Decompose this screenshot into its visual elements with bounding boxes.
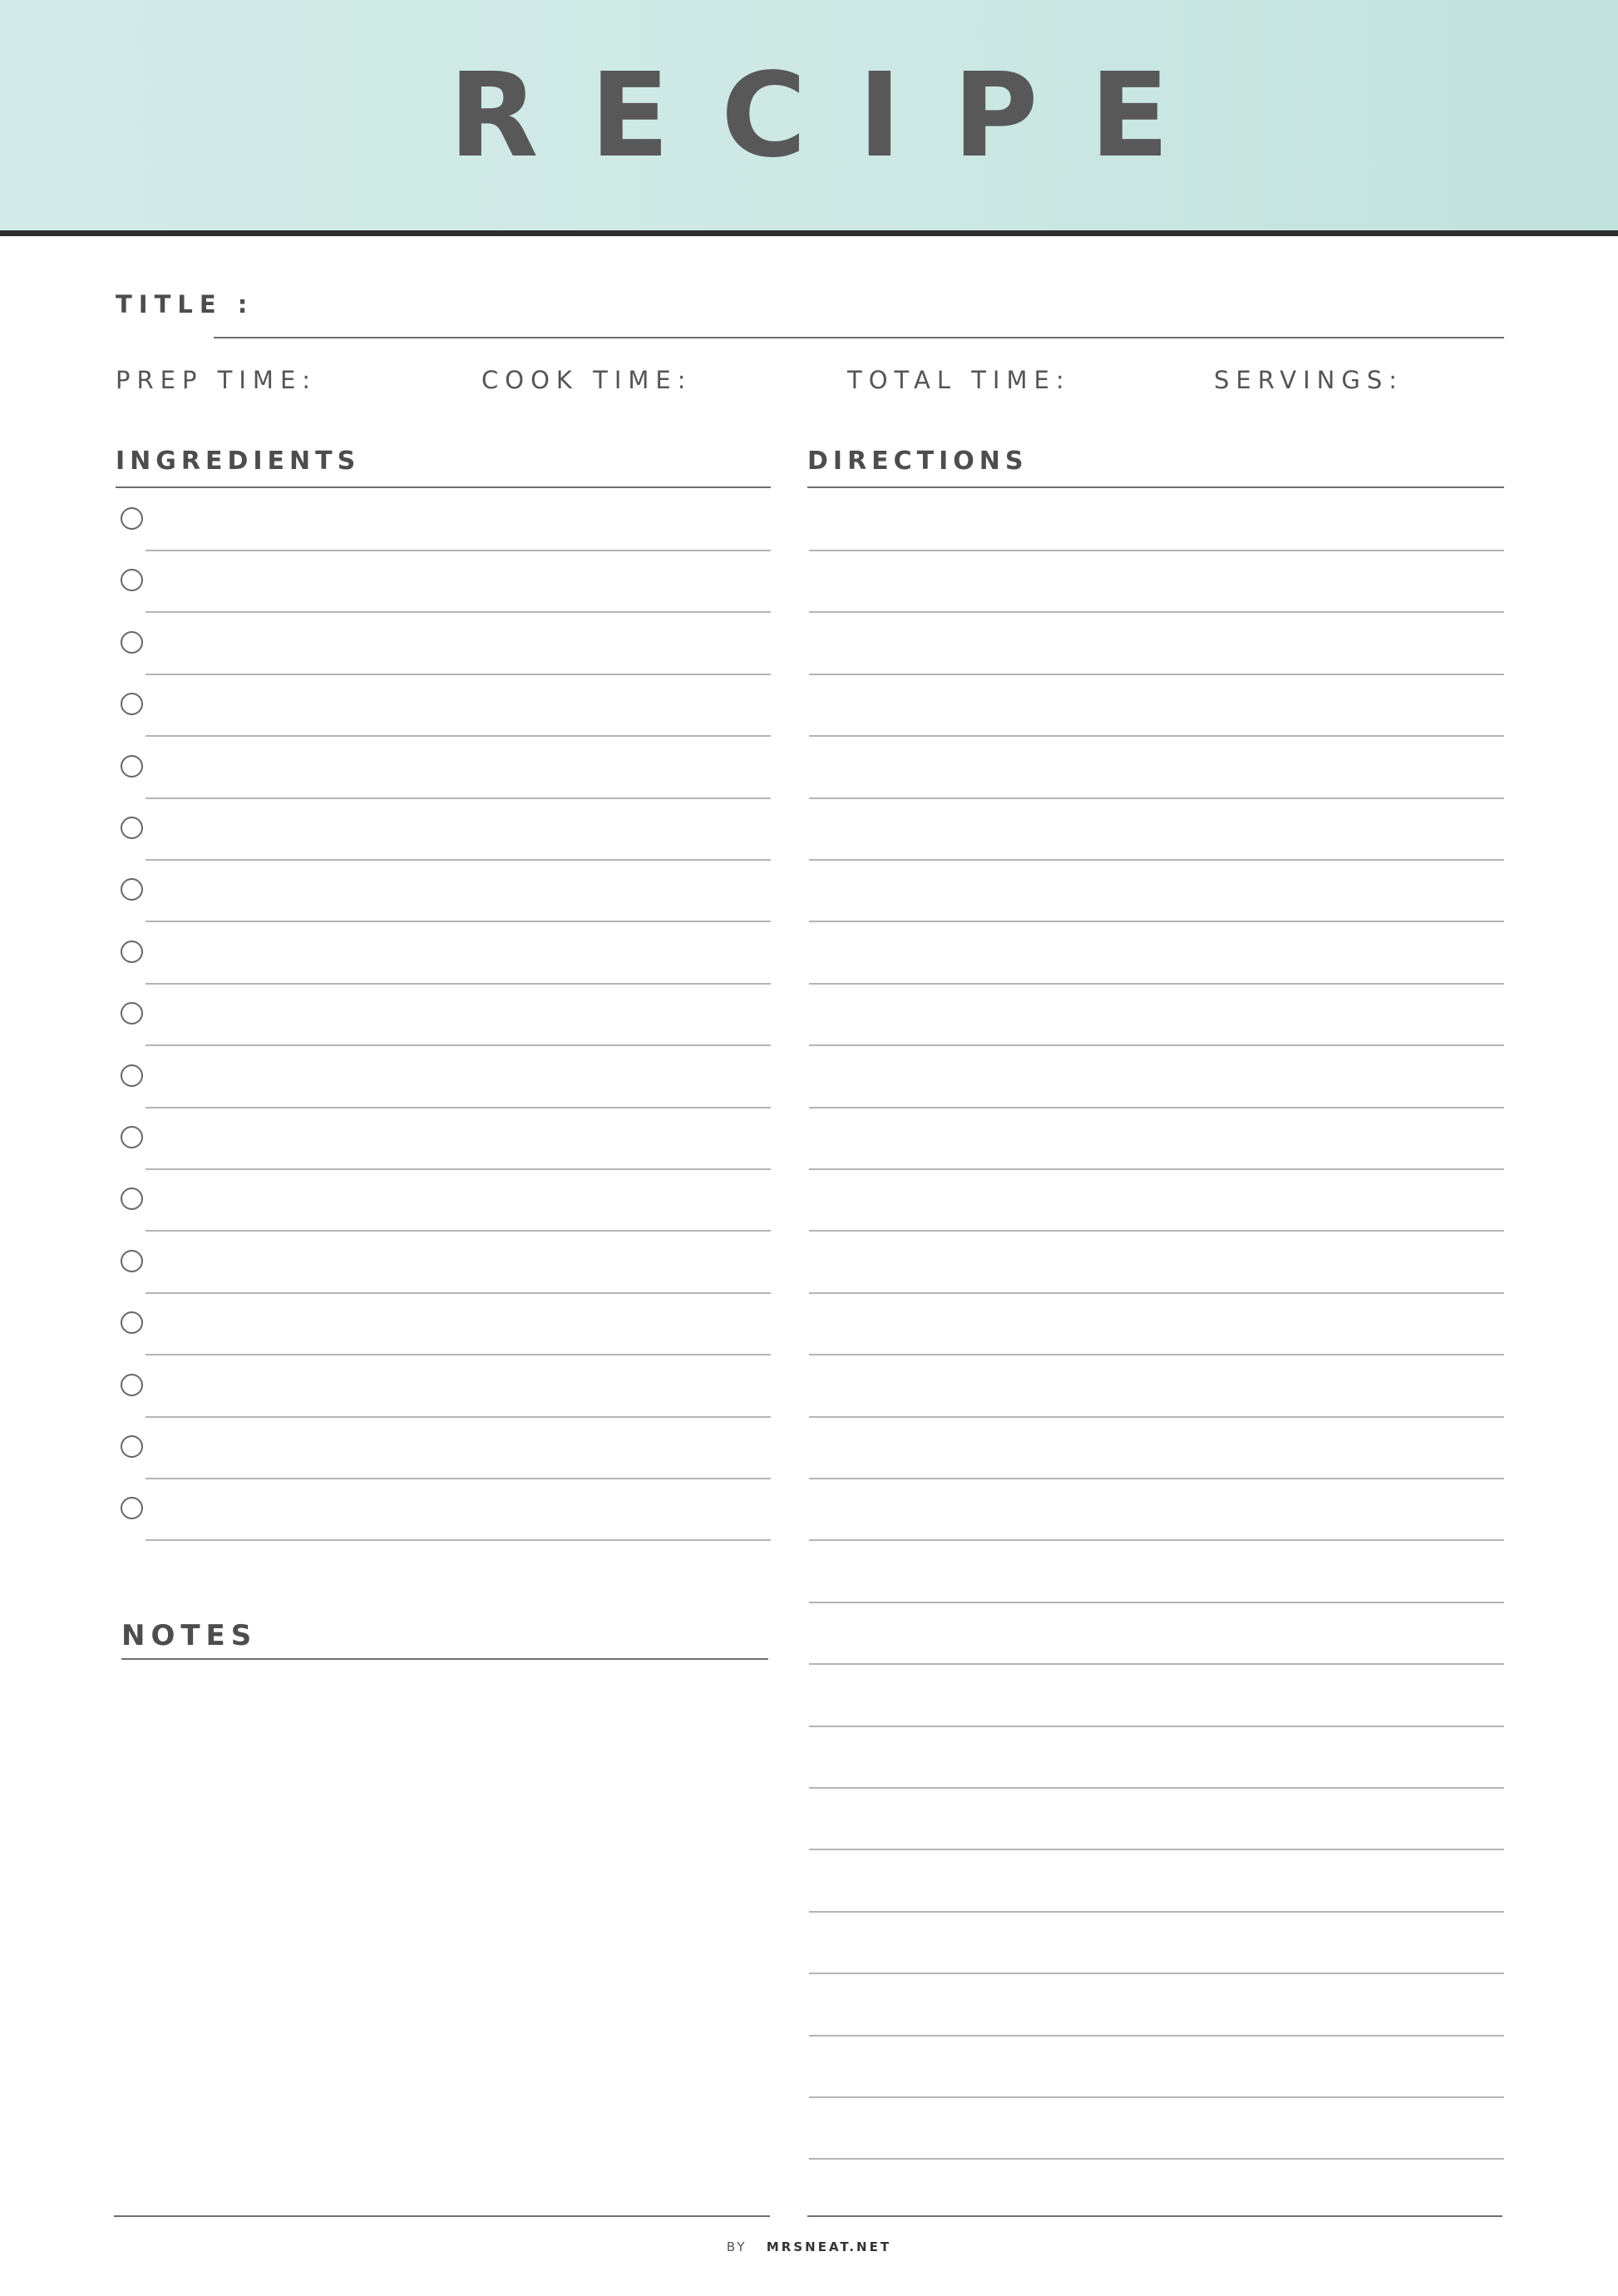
circle-checkbox-icon[interactable] bbox=[121, 1435, 143, 1458]
direction-line[interactable] bbox=[809, 921, 1504, 922]
direction-line[interactable] bbox=[809, 1168, 1504, 1170]
circle-checkbox-icon[interactable] bbox=[121, 1311, 143, 1334]
notes-area[interactable] bbox=[121, 1663, 768, 2212]
notes-heading: NOTES bbox=[121, 1619, 258, 1652]
direction-line[interactable] bbox=[809, 1478, 1504, 1479]
ingredient-line[interactable] bbox=[146, 1230, 771, 1232]
circle-checkbox-icon[interactable] bbox=[121, 817, 143, 839]
ingredients-heading-line bbox=[116, 486, 771, 488]
direction-line[interactable] bbox=[809, 1044, 1504, 1046]
circle-checkbox-icon[interactable] bbox=[121, 1002, 143, 1025]
direction-line[interactable] bbox=[809, 797, 1504, 799]
title-field-line[interactable] bbox=[214, 337, 1504, 338]
ingredient-line[interactable] bbox=[146, 735, 771, 737]
circle-checkbox-icon[interactable] bbox=[121, 1188, 143, 1210]
ingredient-line[interactable] bbox=[146, 859, 771, 861]
header-divider bbox=[0, 230, 1618, 236]
ingredient-line[interactable] bbox=[146, 1044, 771, 1046]
circle-checkbox-icon[interactable] bbox=[121, 878, 143, 901]
title-label: TITLE : bbox=[116, 290, 254, 318]
direction-line[interactable] bbox=[809, 735, 1504, 737]
directions-bottom-line bbox=[807, 2215, 1502, 2217]
direction-line[interactable] bbox=[809, 1849, 1504, 1850]
direction-line[interactable] bbox=[809, 674, 1504, 675]
direction-line[interactable] bbox=[809, 1539, 1504, 1541]
notes-bottom-line bbox=[114, 2215, 770, 2217]
servings-label: SERVINGS: bbox=[1214, 366, 1404, 394]
direction-line[interactable] bbox=[809, 1292, 1504, 1294]
ingredient-line[interactable] bbox=[146, 1354, 771, 1355]
direction-line[interactable] bbox=[809, 859, 1504, 861]
direction-line[interactable] bbox=[809, 1911, 1504, 1913]
direction-line[interactable] bbox=[809, 1787, 1504, 1789]
direction-line[interactable] bbox=[809, 611, 1504, 613]
direction-line[interactable] bbox=[809, 1602, 1504, 1603]
notes-heading-line bbox=[121, 1658, 768, 1660]
ingredient-line[interactable] bbox=[146, 983, 771, 985]
ingredients-heading: INGREDIENTS bbox=[116, 447, 361, 476]
directions-heading-line bbox=[807, 486, 1504, 488]
ingredient-line[interactable] bbox=[146, 550, 771, 551]
ingredient-line[interactable] bbox=[146, 1292, 771, 1294]
ingredient-line[interactable] bbox=[146, 1416, 771, 1418]
footer-by: BY bbox=[726, 2239, 747, 2254]
cook-time-label: COOK TIME: bbox=[481, 366, 693, 394]
direction-line[interactable] bbox=[809, 983, 1504, 985]
circle-checkbox-icon[interactable] bbox=[121, 1064, 143, 1087]
direction-line[interactable] bbox=[809, 2096, 1504, 2098]
footer-credit bbox=[0, 2239, 1618, 2254]
direction-line[interactable] bbox=[809, 1416, 1504, 1418]
circle-checkbox-icon[interactable] bbox=[121, 569, 143, 591]
circle-checkbox-icon[interactable] bbox=[121, 941, 143, 963]
ingredient-line[interactable] bbox=[146, 1168, 771, 1170]
ingredient-line[interactable] bbox=[146, 1107, 771, 1108]
circle-checkbox-icon[interactable] bbox=[121, 1126, 143, 1148]
direction-line[interactable] bbox=[809, 1354, 1504, 1355]
directions-heading: DIRECTIONS bbox=[807, 447, 1029, 476]
direction-line[interactable] bbox=[809, 1726, 1504, 1727]
circle-checkbox-icon[interactable] bbox=[121, 693, 143, 715]
circle-checkbox-icon[interactable] bbox=[121, 631, 143, 654]
circle-checkbox-icon[interactable] bbox=[121, 755, 143, 778]
direction-line[interactable] bbox=[809, 2035, 1504, 2037]
prep-time-label: PREP TIME: bbox=[116, 366, 318, 394]
circle-checkbox-icon[interactable] bbox=[121, 507, 143, 530]
circle-checkbox-icon[interactable] bbox=[121, 1250, 143, 1272]
direction-line[interactable] bbox=[809, 1107, 1504, 1108]
ingredient-line[interactable] bbox=[146, 921, 771, 922]
direction-line[interactable] bbox=[809, 550, 1504, 551]
direction-line[interactable] bbox=[809, 2158, 1504, 2160]
ingredient-line[interactable] bbox=[146, 1478, 771, 1479]
total-time-label: TOTAL TIME: bbox=[847, 366, 1071, 394]
circle-checkbox-icon[interactable] bbox=[121, 1497, 143, 1519]
direction-line[interactable] bbox=[809, 1230, 1504, 1232]
ingredient-line[interactable] bbox=[146, 611, 771, 613]
direction-line[interactable] bbox=[809, 1663, 1504, 1665]
page-title: RECIPE bbox=[448, 48, 1221, 184]
ingredient-line[interactable] bbox=[146, 797, 771, 799]
ingredient-line[interactable] bbox=[146, 1539, 771, 1541]
ingredient-line[interactable] bbox=[146, 674, 771, 675]
footer-site: MRSNEAT.NET bbox=[766, 2239, 892, 2254]
direction-line[interactable] bbox=[809, 1973, 1504, 1974]
circle-checkbox-icon[interactable] bbox=[121, 1374, 143, 1396]
